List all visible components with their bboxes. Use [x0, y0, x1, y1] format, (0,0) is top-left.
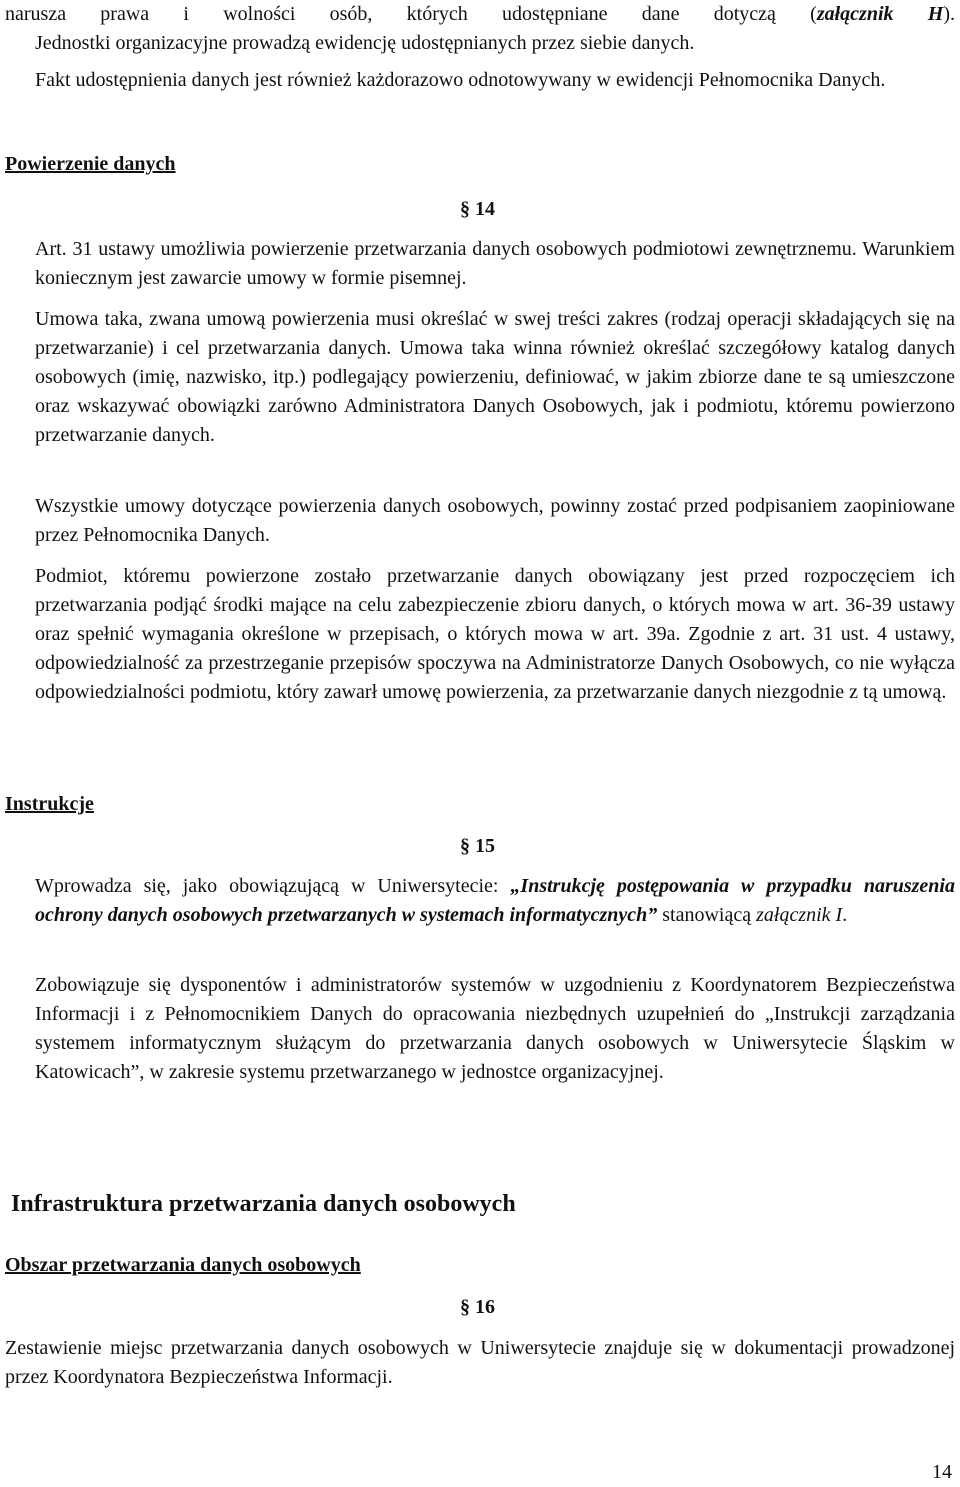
item-number	[5, 66, 35, 95]
item-number	[5, 305, 35, 334]
continuation-line-2: Jednostki organizacyjne prowadzą ewidencję udostępnianych przez siebie danych.	[35, 32, 695, 54]
top-continuation	[5, 0, 955, 58]
section-heading-instrukcje: Instrukcje	[5, 793, 94, 815]
paragraph-15-1: Wprowadza się, jako obowiązującą w Uniwersytecie: „Instrukcję postępowania w przypadku naruszenia ochrony danych osobowych przetwarzanych w systemach informatycznych” stanowiącą załącznik I.	[5, 872, 955, 930]
paragraph-14-2	[5, 305, 955, 450]
section-heading-powierzenie: Powierzenie danych	[5, 153, 176, 175]
section-mark-14: § 14	[460, 198, 495, 220]
attachment-ref-h: załącznik H	[816, 3, 944, 25]
section-heading-obszar: Obszar przetwarzania danych osobowych	[5, 1254, 361, 1276]
section-mark-15: § 15	[460, 835, 495, 857]
paragraph-15-2	[5, 971, 955, 1087]
item-number	[5, 562, 35, 591]
continuation-line-1: narusza prawa i wolności osób, których udostępniane dane dotyczą (załącznik H).	[5, 3, 955, 25]
paragraph-text: Zestawienie miejsc przetwarzania danych osobowych w Uniwersytecie znajduje się w dokumentacji prowadzonej przez Koordynatora Bezpieczeństwa Informacji.	[5, 1337, 955, 1388]
attachment-ref-i: załącznik I	[756, 904, 843, 926]
item-text: Art. 31 ustawy umożliwia powierzenie przetwarzania danych osobowych podmiotowi zewnętrznemu. Warunkiem koniecznym jest zawarcie umowy w formie pisemnej.	[35, 238, 955, 289]
paragraph-14-4	[5, 562, 955, 707]
item-number	[5, 971, 35, 1000]
item-number	[5, 235, 35, 264]
item-text: Zobowiązuje się dysponentów i administratorów systemów w uzgodnieniu z Koordynatorem Bezpieczeństwa Informacji i z Pełnomocnikiem Danych do opracowania niezbędnych uzupełnień do „Instrukcji zarządzania systemem informatycznym służącym do przetwarzania danych osobowych w Uniwersytecie Śląskim w Katowicach”, w zakresie systemu przetwarzanego w jednostce organizacyjnej.	[35, 974, 955, 1083]
paragraph-14-1	[5, 235, 955, 293]
chapter-title-infrastruktura: Infrastruktura przetwarzania danych osobowych	[11, 1191, 516, 1217]
item-3-fakt	[5, 66, 955, 95]
item-text: Podmiot, któremu powierzone zostało przetwarzanie danych obowiązany jest przed rozpoczęciem ich przetwarzania podjąć środki mające na celu zabezpieczenie zbioru danych, o których mowa w art. 36-39 ustawy oraz spełnić wymagania określone w przepisach, o których mowa w art. 39a. Zgodnie z art. 31 ust. 4 ustawy, odpowiedzialność za przestrzeganie przepisów spoczywa na Administratorze Danych Osobowych, co nie wyłącza odpowiedzialności podmiotu, który zawarł umowę powierzenia, za przetwarzanie danych niezgodnie z tą umową.	[35, 565, 955, 703]
item-text: Umowa taka, zwana umową powierzenia musi określać w swej treści zakres (rodzaj operacji składających się na przetwarzanie) i cel przetwarzania danych. Umowa taka winna również określać szczegółowy katalog danych osobowych (imię, nazwisko, itp.) podlegający powierzeniu, definiować, w jakim zbiorze dane te są umieszczone oraz wskazywać obowiązki zarówno Administratora Danych Osobowych, jak i podmiotu, któremu powierzono przetwarzanie danych.	[35, 308, 955, 446]
paragraph-16	[5, 1334, 955, 1392]
section-mark-16: § 16	[460, 1296, 495, 1318]
item-number	[5, 872, 35, 901]
item-text: Wszystkie umowy dotyczące powierzenia danych osobowych, powinny zostać przed podpisaniem zaopiniowane przez Pełnomocnika Danych.	[35, 495, 955, 546]
paragraph-14-3	[5, 492, 955, 550]
item-text: Fakt udostępnienia danych jest również każdorazowo odnotowywany w ewidencji Pełnomocnika Danych.	[35, 69, 886, 91]
instruction-title: „Instrukcję postępowania w przypadku naruszenia ochrony danych osobowych przetwarzanych w systemach informatycznych”	[35, 875, 955, 926]
item-number	[5, 492, 35, 521]
page-number: 14	[932, 1461, 952, 1483]
